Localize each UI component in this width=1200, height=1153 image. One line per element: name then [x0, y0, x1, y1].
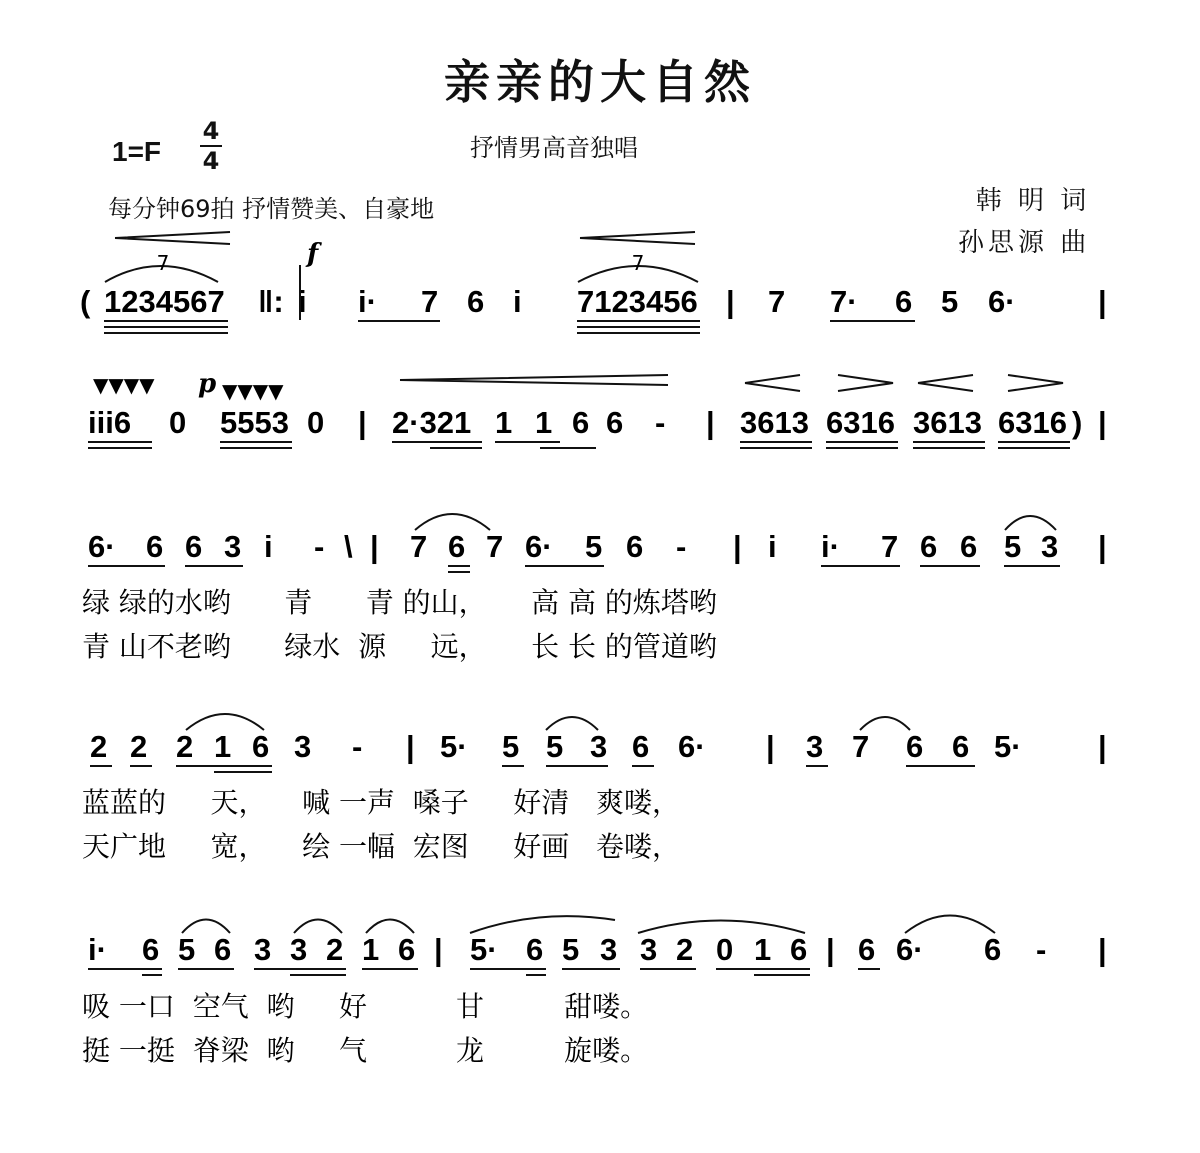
lyric-line-1: 绿 绿的水哟 青 青 的山， 高 高 的炼塔哟 [82, 586, 717, 619]
note: 3 [640, 932, 658, 967]
lyric-line-1: 蓝蓝的 天， 喊 一声 嗓子 好清 爽喽， [82, 786, 681, 819]
dash: - [676, 529, 687, 564]
time-signature-top: 4 [202, 117, 220, 145]
note: 6 [185, 529, 203, 564]
barline: | [826, 932, 835, 967]
note: 3 [290, 932, 308, 967]
svg-text:iii6 0 5553 [88, 405, 1107, 440]
note: 6· [88, 529, 116, 564]
decrescendo-hairpin [1008, 375, 1063, 391]
note: 1 [535, 405, 553, 440]
svg-text:( 1234567 ‖: [80, 284, 1107, 319]
note: 3 [1041, 529, 1059, 564]
note: i· [358, 284, 377, 319]
barline: | [358, 405, 367, 440]
system-4 [82, 714, 1107, 863]
dash: - [314, 529, 325, 564]
note: 6 [142, 932, 160, 967]
note: 2 [130, 729, 148, 764]
lyric-line-2: 天广地 宽， 绘 一幅 宏图 好画 卷喽， [82, 830, 681, 863]
slur [294, 920, 342, 934]
slur [470, 916, 615, 933]
note: 6· [896, 932, 924, 967]
note: 1234567 [104, 284, 225, 319]
note: 6 [252, 729, 270, 764]
crescendo-hairpin [918, 375, 973, 391]
note: 6 [146, 529, 164, 564]
note: 5553 [220, 405, 289, 440]
note: 5 [562, 932, 580, 967]
accent-marks: ▼▼▼▼ [93, 373, 155, 397]
note: 5 [178, 932, 196, 967]
barline: | [1098, 932, 1107, 967]
crescendo-hairpin [115, 232, 230, 244]
system-5 [82, 916, 1107, 1068]
barline: | [370, 529, 379, 564]
composer-credit: 孙思源 曲 [958, 228, 1091, 258]
note: 1 [495, 405, 513, 440]
note: 3 [806, 729, 824, 764]
barline: | [434, 932, 443, 967]
note: 6316 [826, 405, 895, 440]
crescendo-hairpin [745, 375, 800, 391]
note: 5· [470, 932, 498, 967]
note: 5· [994, 729, 1022, 764]
song-title: 亲亲的大自然 [444, 55, 756, 109]
note: 3 [590, 729, 608, 764]
decrescendo-hairpin [838, 375, 893, 391]
note: 6 [632, 729, 650, 764]
underline-beams [88, 969, 880, 975]
note: iii6 [88, 405, 132, 440]
note: 5 [585, 529, 603, 564]
barline: | [733, 529, 742, 564]
note: 2 [90, 729, 108, 764]
slur [182, 920, 230, 934]
key-signature: 1=F [112, 136, 162, 167]
breath-mark: \ [344, 529, 353, 564]
note: 6 [984, 932, 1002, 967]
tuplet-number: 7 [156, 251, 170, 275]
lyric-line-2: 青 山不老哟 绿水 源 远， 长 长 的管道哟 [82, 630, 717, 663]
note: 6 [398, 932, 416, 967]
tuplet-number: 7 [631, 251, 645, 275]
barline: | [1098, 405, 1107, 440]
note: 6 [960, 529, 978, 564]
note: 3613 [913, 405, 982, 440]
note: 6 [626, 529, 644, 564]
note: 3 [254, 932, 272, 967]
svg-text:6· 6 6 3 [88, 529, 1107, 564]
note: 6· [678, 729, 706, 764]
note: 2 [176, 729, 194, 764]
note: 3 [224, 529, 242, 564]
svg-text:i· 6 5 6 [88, 932, 1107, 967]
note: 5 [502, 729, 520, 764]
lyricist-credit: 韩 明 词 [975, 186, 1091, 216]
note: 2 [676, 932, 694, 967]
note: 1 [362, 932, 380, 967]
crescendo-hairpin [400, 375, 668, 385]
note: 7 [486, 529, 504, 564]
note: 5· [440, 729, 468, 764]
slur [905, 916, 995, 934]
note: 6 [906, 729, 924, 764]
note: 7 [852, 729, 870, 764]
barline: | [706, 405, 715, 440]
lyric-line-1: 吸 一口 空气 哟 好 甘 甜喽。 [82, 990, 649, 1023]
slur [366, 920, 414, 934]
barline: | [1098, 729, 1107, 764]
note: 6 [790, 932, 808, 967]
note: i [264, 529, 273, 564]
note: ( [80, 284, 91, 319]
note: i· [88, 932, 107, 967]
note: 6316 [998, 405, 1067, 440]
underline-beams [90, 766, 975, 772]
system-3 [82, 514, 1107, 663]
note: 6 [920, 529, 938, 564]
barline: | [726, 284, 735, 319]
dash: - [352, 729, 363, 764]
system-1 [80, 232, 1107, 333]
slur [186, 714, 264, 730]
time-signature-bottom: 4 [202, 147, 220, 175]
note: 1 [214, 729, 232, 764]
dynamic-piano: p [198, 369, 217, 399]
barline: | [1098, 529, 1107, 564]
note: 2 [326, 932, 344, 967]
note: 7 [421, 284, 439, 319]
svg-text:2 2 2 1 [90, 729, 1107, 764]
note: 6 [606, 405, 624, 440]
tempo-marking: 每分钟69拍 抒情赞美、自豪地 [108, 195, 435, 223]
close-paren: ) [1072, 405, 1083, 440]
note: 1 [754, 932, 772, 967]
note: i [298, 284, 307, 319]
note: 6 [895, 284, 913, 319]
system-2 [88, 369, 1107, 448]
note: 5 [941, 284, 959, 319]
note: 5 [546, 729, 564, 764]
slur [415, 514, 490, 530]
note: 6 [526, 932, 544, 967]
crescendo-hairpin [580, 232, 695, 244]
note: 6· [988, 284, 1016, 319]
note: 0 [307, 405, 325, 440]
note: 0 [169, 405, 187, 440]
dash: - [655, 405, 666, 440]
dynamic-forte: f [307, 239, 319, 269]
repeat-sign: ‖: [258, 284, 284, 319]
note: 3 [600, 932, 618, 967]
note: 6· [525, 529, 553, 564]
barline: | [406, 729, 415, 764]
note: 6 [952, 729, 970, 764]
note: 7123456 [577, 284, 698, 319]
lyric-line-2: 挺 一挺 脊梁 哟 气 龙 旋喽。 [82, 1034, 649, 1067]
note: 7 [768, 284, 786, 319]
slur [1005, 516, 1056, 530]
note: 3 [294, 729, 312, 764]
note: 6 [214, 932, 232, 967]
note: 6 [448, 529, 466, 564]
note: 7 [410, 529, 428, 564]
accent-marks: ▼▼▼▼ [222, 379, 284, 403]
note: i· [821, 529, 840, 564]
underline-beams [88, 566, 1060, 572]
barline: | [1098, 284, 1107, 319]
note: i [768, 529, 777, 564]
note: 7 [881, 529, 899, 564]
performance-subtitle: 抒情男高音独唱 [470, 134, 638, 162]
dash: - [1036, 932, 1047, 967]
underline-beams [88, 442, 1070, 448]
barline: | [766, 729, 775, 764]
note: 3613 [740, 405, 809, 440]
note: 6 [858, 932, 876, 967]
note: 6 [467, 284, 485, 319]
rest: 0 [716, 932, 734, 967]
note: 6 [572, 405, 590, 440]
note: 2·321 [392, 405, 472, 440]
note: i [513, 284, 522, 319]
note: 5 [1004, 529, 1022, 564]
note: 7· [830, 284, 858, 319]
